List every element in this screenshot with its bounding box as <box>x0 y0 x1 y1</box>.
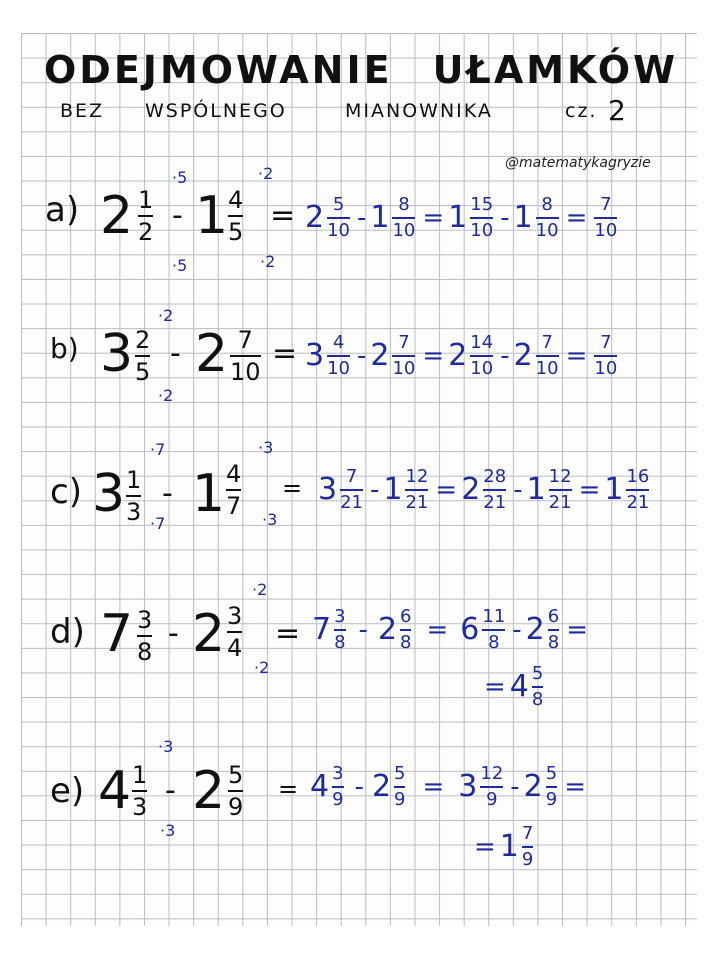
fraction-2: 3 4 <box>227 602 243 662</box>
whole-1: 7 <box>100 604 134 664</box>
whole-2: 2 <box>192 761 226 821</box>
fraction-2: 4 5 <box>228 186 244 246</box>
solution-line: 3 $\frac{7}{21}$ - 1 $\frac{12}{21}$ = 2 $\frac{28}{21}$ - 1 $\frac{12}{21}$ = 1 $\frac{16}{21}$ <box>318 466 650 513</box>
problem-b <box>0 300 720 430</box>
problem-d <box>0 580 720 710</box>
page-margin-top <box>0 0 720 33</box>
multiplier-top-1: ·3 <box>158 737 174 756</box>
subtitle-part-label: cz. <box>565 100 598 122</box>
minus-sign: - <box>165 773 176 808</box>
minus-sign: - <box>168 616 179 651</box>
whole-2: 1 <box>195 186 229 246</box>
problem-e <box>0 735 720 870</box>
fraction-1: 1 2 <box>138 186 154 246</box>
title-word-1: ODEJMOWANIE <box>44 48 393 92</box>
whole-1: 4 <box>98 761 132 821</box>
minus-sign: - <box>172 198 183 233</box>
fraction-1: 1 3 <box>132 761 148 821</box>
multiplier-bottom-2: ·2 <box>260 252 276 271</box>
whole-1: 2 <box>100 186 134 246</box>
title-word-2: UŁAMKÓW <box>432 48 679 92</box>
multiplier-top-1: ·7 <box>150 440 166 459</box>
multiplier-bottom-2: ·3 <box>262 510 278 529</box>
equals-sign: = <box>278 775 299 803</box>
problem-c <box>0 440 720 570</box>
whole-2: 1 <box>192 464 226 524</box>
equals-sign: = <box>270 198 296 233</box>
solution-line: 7 $\frac{3}{8}$ - 2 $\frac{6}{8}$ = 6 $\frac{11}{8}$ - 2 $\frac{6}{8}$ = <box>312 606 589 653</box>
whole-2: 2 <box>192 604 226 664</box>
multiplier-top-2: ·3 <box>258 438 274 457</box>
multiplier-bottom-1: ·5 <box>172 256 188 275</box>
problem-label: e) <box>50 771 85 811</box>
minus-sign: - <box>162 476 173 511</box>
minus-sign: - <box>170 336 181 371</box>
fraction-1: 1 3 <box>126 466 142 526</box>
multiplier-bottom-2: ·2 <box>254 658 270 677</box>
result-line: = 1 $\frac{7}{9}$ <box>474 823 534 870</box>
fraction-2: 7 10 <box>230 326 261 386</box>
fraction-2: 4 7 <box>226 460 242 520</box>
subtitle-part-number: 2 <box>608 94 628 127</box>
multiplier-top-2: ·2 <box>252 580 268 599</box>
whole-1: 3 <box>100 324 134 384</box>
solution-line: 4 $\frac{3}{9}$ - 2 $\frac{5}{9}$ = 3 $\frac{12}{9}$ - 2 $\frac{5}{9}$ = <box>310 763 587 810</box>
multiplier-bottom-1: ·2 <box>158 386 174 405</box>
problem-a <box>0 160 720 290</box>
equals-sign: = <box>282 474 303 502</box>
page-title <box>44 48 678 92</box>
equals-sign: = <box>272 336 298 371</box>
equals-sign: = <box>275 616 301 651</box>
problem-label: a) <box>45 190 80 230</box>
multiplier-top-1: ·2 <box>158 306 174 325</box>
author-handle: @matematykagryzie <box>505 155 651 171</box>
fraction-1: 3 8 <box>137 606 153 666</box>
solution-line: 3 $\frac{4}{10}$ - 2 $\frac{7}{10}$ = 2 $\frac{14}{10}$ - 2 $\frac{7}{10}$ = $\frac{7}{10}$ <box>305 332 618 379</box>
whole-1: 3 <box>92 464 126 524</box>
subtitle-word-1: BEZ <box>60 100 105 122</box>
fraction-1: 2 5 <box>135 326 151 386</box>
multiplier-bottom-1: ·7 <box>150 514 166 533</box>
problem-label: d) <box>50 612 85 652</box>
subtitle-word-2: WSPÓLNEGO <box>145 100 287 122</box>
problem-label: b) <box>50 332 79 365</box>
solution-line: 2 $\frac{5}{10}$ - 1 $\frac{8}{10}$ = 1 $\frac{15}{10}$ - 1 $\frac{8}{10}$ = $\frac{7}{10}$ <box>305 194 618 241</box>
fraction-2: 5 9 <box>228 761 244 821</box>
result-line: = 4 $\frac{5}{8}$ <box>484 663 544 710</box>
whole-2: 2 <box>195 324 229 384</box>
multiplier-bottom-1: ·3 <box>160 821 176 840</box>
problem-label: c) <box>50 472 82 512</box>
page-margin-bottom <box>0 926 720 961</box>
multiplier-top-2: ·2 <box>258 164 274 183</box>
subtitle-word-3: MIANOWNIKA <box>345 100 493 122</box>
multiplier-top-1: ·5 <box>172 168 188 187</box>
